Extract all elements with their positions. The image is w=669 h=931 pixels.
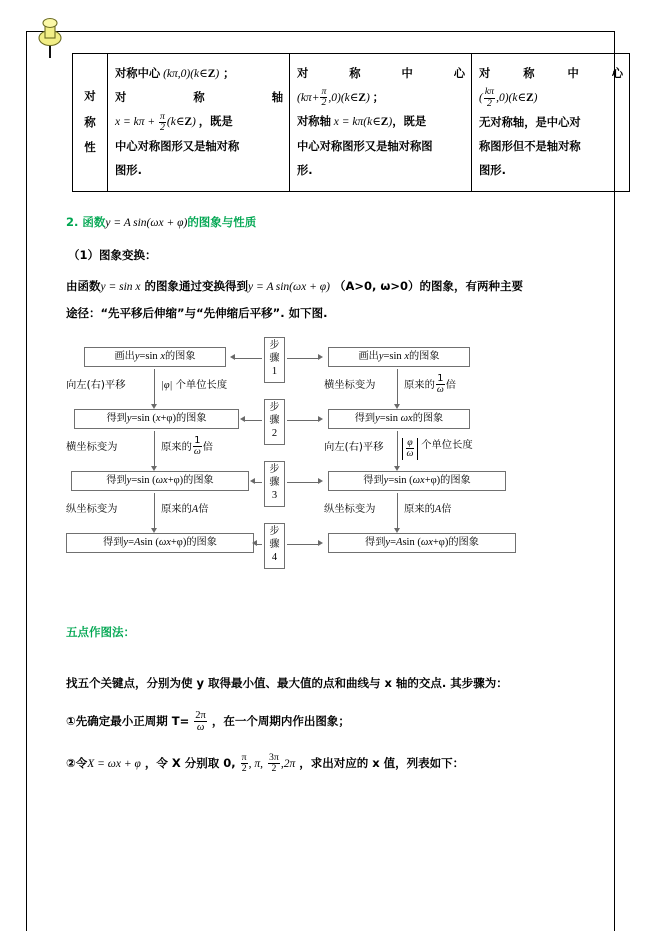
section-2-heading bbox=[66, 214, 597, 230]
sine-tail-2: 中心对称图形又是轴对称 bbox=[115, 139, 240, 153]
row-header-symmetry bbox=[73, 54, 108, 192]
item-2-value-1: $\frac{\pi}{2}$ bbox=[241, 751, 247, 775]
flow-right-connector-2 bbox=[397, 431, 398, 469]
step-1-arrow-left bbox=[230, 354, 235, 360]
cell-tangent-symmetry bbox=[472, 54, 630, 192]
step-4-number: 4 bbox=[271, 552, 278, 564]
cosine-tail-3: 形. bbox=[297, 163, 313, 177]
item-2-value-4: ,2π bbox=[280, 757, 296, 770]
step-4-char-2: 骤 bbox=[269, 538, 280, 550]
step-box-4 bbox=[264, 523, 285, 569]
pushpin-icon bbox=[33, 14, 67, 60]
symmetry-table bbox=[72, 53, 630, 192]
cell-cosine-symmetry: 对 称 中 心 (kπ+ $\frac{\pi}{2}$ ,0)(k∈Z) ； 对称轴 x = kπ(k∈Z)，既是 中心对称图形又是轴对称图 形. bbox=[290, 54, 472, 192]
flow-left-box-2: 得到y=sin (x+φ)的图象 bbox=[74, 409, 239, 429]
flow-right-label-3b: 原来的A倍 bbox=[404, 502, 452, 515]
intro-line2: 途径：“先平移后伸缩”与“先伸缩后平移”. 如下图. bbox=[66, 306, 328, 321]
section-2-formula: y = A sin(ωx + φ) bbox=[105, 216, 188, 229]
flow-left-label-3b: 原来的A倍 bbox=[161, 502, 209, 515]
five-point-paragraph: 找五个关键点，分别为使 y 取得最小值、最大值的点和曲线与 x 轴的交点. 其步骤为： bbox=[66, 675, 508, 690]
step-1-char-2: 骤 bbox=[269, 352, 280, 364]
flow-right-box-2: 得到y=sin ωx的图象 bbox=[328, 409, 470, 429]
step-1-line-right bbox=[287, 358, 319, 359]
cosine-tail-1: ，既是 bbox=[392, 115, 427, 129]
step-3-line-left bbox=[254, 482, 262, 483]
section-2-number: 2. bbox=[66, 214, 79, 229]
step-2-arrow-right bbox=[318, 416, 323, 422]
step-3-arrow-right bbox=[318, 478, 323, 484]
five-point-item-1 bbox=[66, 708, 597, 735]
flow-left-label-1a: 向左(右)平移 bbox=[66, 378, 126, 391]
flow-left-label-1c: 个单位长度 bbox=[175, 378, 228, 391]
step-1-arrow-right bbox=[318, 354, 323, 360]
flow-right-box-3: 得到y=sin (ωx+φ)的图象 bbox=[328, 471, 506, 491]
step-2-line-left bbox=[244, 420, 262, 421]
flow-left-label-2b: 原来的 $\frac{1}{\omega}$ 倍 bbox=[161, 434, 214, 458]
section-2-prefix: 函数 bbox=[82, 214, 106, 229]
intro-line1-a: 由函数 bbox=[66, 278, 101, 293]
step-4-line-right bbox=[287, 544, 319, 545]
sine-tail-1: ，既是 bbox=[198, 115, 233, 129]
row-header-char-1: 对 bbox=[84, 88, 96, 103]
flow-right-label-2c: 个单位长度 bbox=[421, 438, 473, 451]
row-header-char-3: 性 bbox=[84, 140, 96, 155]
flow-right-box-4: 得到y=Asin (ωx+φ)的图象 bbox=[328, 533, 516, 553]
flow-right-label-2a: 向左(右)平移 bbox=[324, 440, 384, 453]
tangent-center-label: 对 称 中 心 bbox=[479, 67, 623, 81]
step-3-arrow-left bbox=[250, 478, 255, 484]
item-2-value-3: $\frac{3\pi}{2}$ bbox=[269, 751, 279, 775]
step-4-arrow-right bbox=[318, 540, 323, 546]
intro-formula-asin: y = A sin(ωx + φ) bbox=[248, 280, 330, 293]
item-2-text-a: ②令 bbox=[66, 755, 88, 770]
intro-formula-sinx: y = sin x bbox=[100, 280, 141, 293]
step-2-line-right bbox=[287, 420, 319, 421]
step-box-3 bbox=[264, 461, 285, 507]
step-2-char-1: 步 bbox=[269, 401, 280, 413]
row-header-char-2: 称 bbox=[84, 114, 96, 129]
section-2-suffix: 的图象与性质 bbox=[187, 214, 257, 229]
step-2-char-2: 骤 bbox=[269, 414, 280, 426]
flow-right-label-1a: 横坐标变为 bbox=[324, 378, 376, 391]
cell-sine-symmetry: 对称中心 (kπ,0)(k∈Z) ； 对 称 轴 x = kπ + $\frac{\pi}{2}$ (k∈Z) ，既是 中心对称图形又是轴对称 图形. bbox=[108, 54, 290, 192]
flow-left-connector-2 bbox=[154, 431, 155, 469]
sine-center-label: 对称中心 bbox=[115, 67, 161, 80]
step-2-arrow-left bbox=[240, 416, 245, 422]
cosine-axis-label: 对称轴 bbox=[297, 115, 331, 129]
cosine-tail-2: 中心对称图形又是轴对称图 bbox=[297, 139, 433, 153]
flow-left-box-4: 得到y=Asin (ωx+φ)的图象 bbox=[66, 533, 254, 553]
item-1-text-b: ，在一个周期内作出图象； bbox=[211, 714, 350, 729]
item-2-text-b: ，令 X 分别取 0, bbox=[144, 755, 236, 770]
flow-left-connector-1 bbox=[154, 369, 155, 407]
step-box-1 bbox=[264, 337, 285, 383]
step-3-number: 3 bbox=[271, 490, 278, 502]
sine-axis-value: x = kπ + $\frac{\pi}{2}$ (k∈Z) bbox=[115, 110, 196, 133]
sine-tail-3: 图形. bbox=[115, 163, 142, 177]
step-3-char-1: 步 bbox=[269, 463, 280, 475]
tangent-tail-3: 图形. bbox=[479, 163, 506, 177]
item-2-value-2: , π, bbox=[248, 757, 263, 770]
step-1-number: 1 bbox=[271, 366, 278, 378]
step-2-number: 2 bbox=[271, 428, 278, 440]
step-1-char-1: 步 bbox=[269, 339, 280, 351]
flow-left-box-1: 画出y=sin x的图象 bbox=[84, 347, 226, 367]
intro-paragraph bbox=[66, 273, 597, 327]
flow-left-label-1b: |φ| 个单位长度 bbox=[161, 378, 228, 391]
item-1-period-formula: $\frac{2\pi}{\omega}$ bbox=[195, 709, 206, 733]
flow-right-label-2b: $\frac{\varphi}{\omega}$ 个单位长度 bbox=[402, 436, 473, 460]
five-point-heading: 五点作图法： bbox=[66, 624, 135, 639]
cosine-semicolon: ； bbox=[372, 91, 384, 105]
intro-line1-b: 的图象通过变换得到 bbox=[144, 278, 249, 293]
step-1-line-left bbox=[234, 358, 262, 359]
flow-right-label-3a: 纵坐标变为 bbox=[324, 502, 376, 515]
sine-axis-label: 对 称 轴 bbox=[115, 91, 283, 105]
item-1-text-a: ①先确定最小正周期 T= bbox=[66, 714, 190, 729]
flow-left-box-3: 得到y=sin (ωx+φ)的图象 bbox=[71, 471, 249, 491]
five-point-item-2 bbox=[66, 750, 597, 777]
step-4-arrow-left bbox=[252, 540, 257, 546]
flow-left-label-3a: 纵坐标变为 bbox=[66, 502, 118, 515]
flow-right-connector-3 bbox=[397, 493, 398, 531]
flow-left-connector-3 bbox=[154, 493, 155, 531]
flow-left-label-2a: 横坐标变为 bbox=[66, 440, 118, 453]
transformation-flowchart bbox=[66, 339, 596, 598]
step-4-char-1: 步 bbox=[269, 525, 280, 537]
tangent-tail-2: 称图形但不是轴对称 bbox=[479, 139, 581, 153]
table-row bbox=[73, 54, 630, 192]
cosine-center-label: 对 称 中 心 bbox=[297, 67, 465, 80]
intro-line1-c: （A>0, ω>0）的图象，有两种主要 bbox=[333, 278, 524, 293]
step-box-2 bbox=[264, 399, 285, 445]
item-2-substitution: X = ωx + φ bbox=[87, 757, 141, 770]
subsection-1-label: （1）图象变换： bbox=[68, 247, 157, 262]
tangent-tail-1: 无对称轴，是中心对 bbox=[479, 115, 581, 129]
flow-right-box-1: 画出y=sin x的图象 bbox=[328, 347, 470, 367]
item-2-text-c: ，求出对应的 x 值，列表如下： bbox=[299, 755, 465, 770]
flow-right-label-1b: 原来的 $\frac{1}{\omega}$ 倍 bbox=[404, 372, 457, 396]
step-3-char-2: 骤 bbox=[269, 476, 280, 488]
cosine-center-value: (kπ+ $\frac{\pi}{2}$ ,0)(k∈Z) bbox=[297, 86, 370, 109]
tangent-center-value: ( $\frac{k\pi}{2}$ ,0)(k∈Z) bbox=[479, 86, 538, 109]
flow-right-connector-1 bbox=[397, 369, 398, 407]
step-3-line-right bbox=[287, 482, 319, 483]
